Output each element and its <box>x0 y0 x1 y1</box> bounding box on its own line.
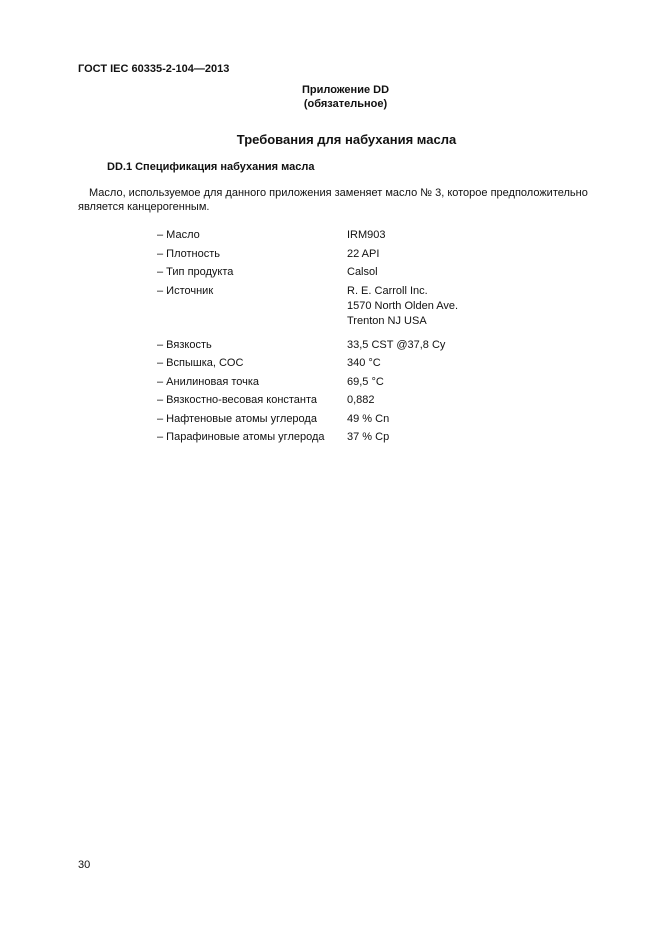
spec-value <box>347 265 378 280</box>
spec-value-line: 22 API <box>347 247 380 260</box>
section-heading: DD.1 Спецификация набухания масла <box>107 161 315 173</box>
spec-label: – Вязкость <box>157 338 212 351</box>
spec-value-line: 33,5 CST @37,8 Cy <box>347 338 446 351</box>
spec-label: – Вязкостно-весовая константа <box>157 394 318 406</box>
annex-status: (обязательное) <box>303 98 388 110</box>
annex-title: Требования для набухания масла <box>236 132 457 147</box>
spec-value <box>347 393 375 408</box>
spec-row-naphthenic-carbon <box>157 412 477 427</box>
spec-value-line: 37 % Cp <box>347 431 390 443</box>
spec-row-product-type <box>157 265 477 280</box>
spec-value <box>347 375 384 390</box>
spec-value-line: 340 °C <box>347 357 381 369</box>
spec-value-line: Trenton NJ USA <box>347 314 427 327</box>
annex-heading <box>270 83 421 111</box>
spec-value-line: 0,882 <box>347 394 375 406</box>
spec-row-aniline-point <box>157 375 477 390</box>
spec-label: – Нафтеновые атомы углерода <box>157 412 317 425</box>
spec-label: – Вспышка, COC <box>157 357 244 369</box>
annex-label: Приложение DD <box>301 84 390 96</box>
oil-spec-list <box>157 228 477 445</box>
spec-row-source <box>157 284 477 329</box>
spec-value-line: IRM903 <box>347 229 386 241</box>
intro-line-1: Масло, используемое для данного приложения заменяет масло № 3, которое предположительно <box>89 187 588 199</box>
page-number: 30 <box>78 859 91 871</box>
spec-row-density <box>157 247 477 262</box>
spec-value <box>347 412 389 427</box>
spec-row-flash-point <box>157 356 477 371</box>
spec-row-paraffinic-carbon <box>157 430 477 445</box>
spec-row-vgc <box>157 393 477 408</box>
spec-value-line: 49 % Cn <box>347 412 390 425</box>
spec-label: – Парафиновые атомы углерода <box>157 431 325 443</box>
spec-label: – Масло <box>157 229 200 241</box>
intro-paragraph <box>78 186 598 214</box>
spec-label: – Источник <box>157 284 214 297</box>
spec-value-line: Calsol <box>347 266 378 278</box>
spec-row-oil <box>157 228 477 243</box>
spec-value-line: 1570 North Olden Ave. <box>347 299 459 312</box>
spec-value <box>347 338 445 353</box>
spec-label: – Плотность <box>157 247 220 260</box>
intro-line-2: является канцерогенным. <box>78 201 210 213</box>
spec-value <box>347 356 381 371</box>
spec-value <box>347 430 389 445</box>
spec-value-line: R. E. Carroll Inc. <box>347 284 428 297</box>
document-id: ГОСТ IEC 60335-2-104—2013 <box>78 63 230 75</box>
spec-value <box>347 247 379 262</box>
spec-value-line: 69,5 °C <box>347 375 384 388</box>
spec-value <box>347 228 386 243</box>
spec-row-viscosity <box>157 338 477 353</box>
spec-label: – Тип продукта <box>157 266 234 278</box>
spec-label: – Анилиновая точка <box>157 375 260 388</box>
spec-value <box>347 284 458 329</box>
